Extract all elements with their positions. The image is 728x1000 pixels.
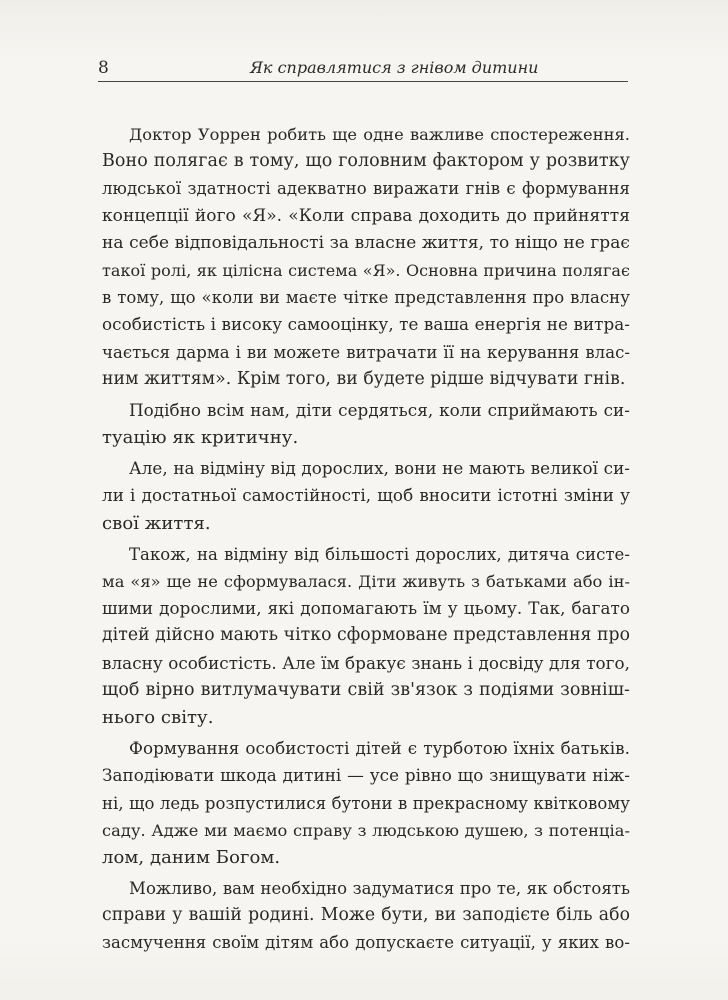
text-line: нього світу. (102, 706, 214, 728)
text-line: шими дорослими, які допомагають їм у цьому. Так, багато (102, 598, 630, 619)
text-line: концепції його «Я». «Коли справа доходить до прийняття (102, 205, 630, 226)
text-line: Але, на відміну від дорослих, вони не мають великої си- (129, 458, 630, 479)
text-line: дітей дійсно мають чітко сформоване представлення про (102, 625, 631, 646)
text-line: особистість і високу самооцінку, те ваша енергія не витра- (102, 314, 630, 335)
header-rule (98, 81, 628, 82)
text-line: власну особистість. Але їм бракує знань і досвіду для того, (102, 652, 630, 673)
page-header (98, 54, 628, 84)
text-line: Доктор Уоррен робить ще одне важливе спостереження. (129, 125, 630, 144)
text-line: в тому, що «коли ви маєте чітке представлення про власну (102, 288, 630, 308)
text-line: чається дарма і ви можете витрачати її на керування влас- (102, 342, 630, 362)
text-line: ли і достатньої самостійності, щоб вносити істотні зміни у (102, 485, 630, 506)
text-line: Можливо, вам необхідно задуматися про те, як обстоять (129, 879, 630, 899)
paragraph (102, 541, 630, 731)
paragraph (102, 121, 630, 393)
text-line: Заподіювати шкода дитині — усе рівно що знищувати ніж- (102, 765, 630, 786)
text-line: справи у вашій родині. Може бути, ви заподієте біль або (102, 905, 630, 926)
paragraph (102, 875, 630, 957)
text-line: Також, на відміну від більшості дорослих, дитяча систе- (129, 544, 630, 564)
text-line: ма «я» ще не сформувалася. Діти живуть з батьками або ін- (102, 572, 630, 591)
paragraph (102, 735, 630, 871)
text-line: людської здатності адекватно виражати гнів є формування (102, 179, 630, 199)
text-line: на себе відповідальності за власне життя, то ніщо не грає (102, 232, 630, 253)
paragraph (102, 397, 630, 451)
text-line: свої життя. (102, 512, 211, 534)
text-line: засмучення своїм дітям або допускаєте ситуації, у яких во- (102, 933, 630, 953)
text-line: Воно полягає в тому, що головним фактором у розвитку (102, 151, 630, 172)
text-line: ним життям». Крім того, ви будете рідше відчувати гнів. (102, 368, 626, 389)
text-line: Формування особистості дітей є турботою їхніх батьків. (129, 738, 630, 759)
text-line: щоб вірно витлумачувати свій зв'язок з подіями зовніш- (102, 679, 630, 700)
text-line: такої ролі, як цілісна система «Я». Основна причина полягає (102, 260, 630, 280)
text-line: туацію як критичну. (102, 427, 299, 449)
text-line: ні, що ледь розпустилися бутони в прекрасному квітковому (102, 793, 630, 813)
body-text (102, 121, 630, 961)
page-number: 8 (98, 58, 109, 78)
text-line: Подібно всім нам, діти сердяться, коли сприймають си- (129, 399, 630, 420)
text-line: саду. Адже ми маємо справу з людською душею, з потенціа- (102, 820, 630, 840)
running-title: Як справлятися з гнівом дитини (250, 58, 539, 77)
paragraph (102, 455, 630, 537)
text-line: лом, даним Богом. (102, 846, 281, 868)
